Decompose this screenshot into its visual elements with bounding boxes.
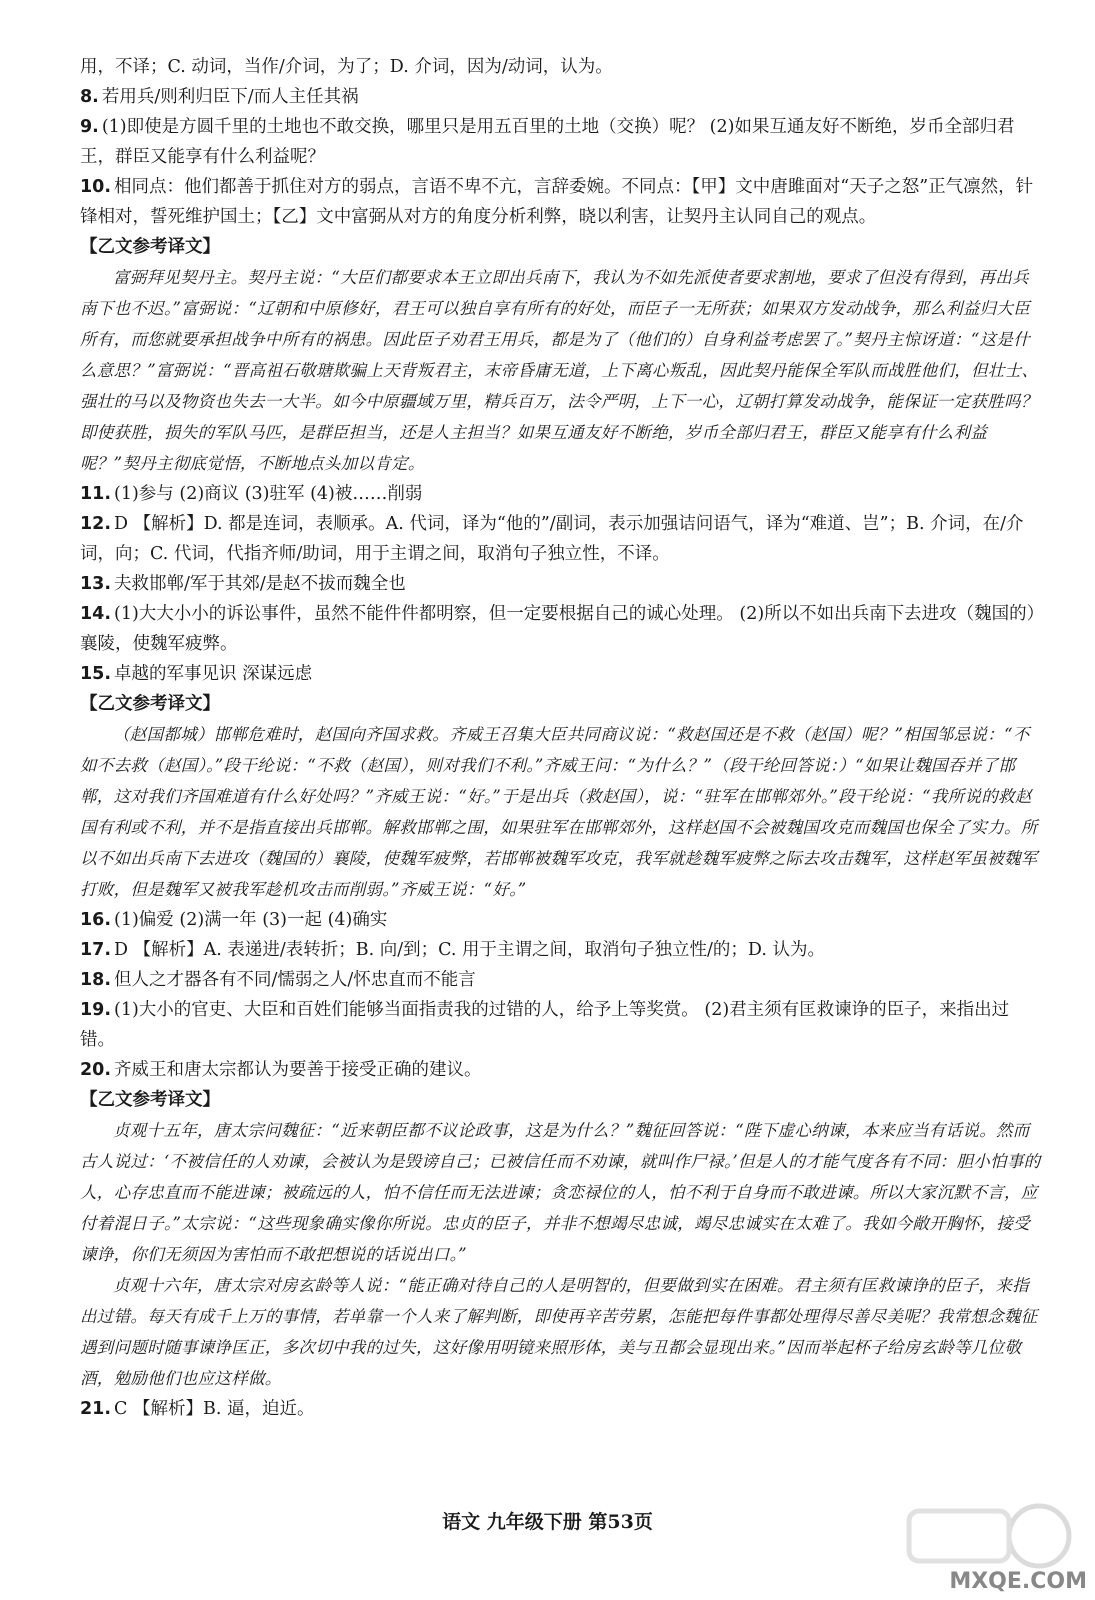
translation-block	[80, 1115, 1043, 1394]
answer-item-19: 19. (1)大小的官吏、大臣和百姓们能够当面指责我的过错的人，给予上等奖赏。 (2)君主须有匡救谏诤的臣子，来指出过错。	[80, 1000, 1010, 1050]
translation-block	[80, 262, 1043, 479]
translation-block	[80, 719, 1043, 905]
answer-item-11: 11. (1)参与 (2)商议 (3)驻军 (4)被……削弱	[80, 484, 423, 504]
answer-item-14: 14. (1)大大小小的诉讼事件，虽然不能件件都明察，但一定要根据自己的诚心处理。 (2)所以不如出兵南下去进攻（魏国的）襄陵，使魏军疲弊。	[80, 604, 1036, 654]
answer-item-17: 17. D 【解析】A. 表递进/表转折；B. 向/到；C. 用于主谓之间，取消句子独立性/的；D. 认为。	[80, 940, 825, 960]
translation-paragraph: （赵国都城）邯郸危难时，赵国向齐国求救。齐威王召集大臣共同商议说：“救赵国还是不救（赵国）呢？”相国邹忌说：“不如不去救（赵国）。”段干纶说：“不救（赵国），则对我们不利。”齐威王问：“为什么？”（段干纶回答说：）“如果让魏国吞并了邯郸，这对我们齐国难道有什么好处吗？”齐威王说：“好。”于是出兵（救赵国），说：“驻军在邯郸郊外。”段干纶说：“我所说的救赵国有利或不利，并不是指直接出兵邯郸。解救邯郸之围，如果驻军在邯郸郊外，这样赵国不会被魏国攻克而魏国也保全了实力。所以不如出兵南下去进攻（魏国的）襄陵，使魏军疲弊，若邯郸被魏军攻克，我军就趁魏军疲弊之际去攻击魏军，这样赵军虽被魏军打败，但是魏军又被我军趁机攻击而削弱。”齐威王说：“好。”	[80, 725, 1038, 899]
answer-item-9: 9. (1)即使是方圆千里的土地也不敢交换，哪里只是用五百里的土地（交换）呢？ (2)如果互通友好不断绝，岁币全部归君王，群臣又能享有什么利益呢？	[80, 117, 1015, 167]
translation-paragraph: 富弼拜见契丹主。契丹主说：“大臣们都要求本王立即出兵南下，我认为不如先派使者要求割地，要求了但没有得到，再出兵南下也不迟。”富弼说：“辽朝和中原修好，君王可以独自享有所有的好处，而臣子一无所获；如果双方发动战争，那么利益归大臣所有，而您就要承担战争中所有的祸患。因此臣子劝君王用兵，都是为了（他们的）自身利益考虑罢了。”契丹主惊讶道：“这是什么意思？”富弼说：“晋高祖石敬瑭欺骗上天背叛君主，末帝昏庸无道，上下离心叛乱，因此契丹能保全军队而战胜他们，但壮士、强壮的马以及物资也失去一大半。如今中原疆域万里，精兵百万，法令严明，上下一心，辽朝打算发动战争，能保证一定获胜吗？即使获胜，损失的军队马匹，是群臣担当，还是人主担当？如果互通友好不断绝，岁币全部归君王，群臣又能享有什么利益呢？”契丹主彻底觉悟，不断地点头加以肯定。	[80, 268, 1039, 473]
watermark-text: MXQE.COM	[949, 1569, 1087, 1594]
answer-item-8: 8. 若用兵/则利归臣下/而人主任其祸	[80, 87, 359, 107]
translation-heading: 【乙文参考译文】	[80, 1090, 220, 1110]
answer-line-continuation: 用，不译；C. 动词，当作/介词，为了；D. 介词，因为/动词，认为。	[80, 57, 613, 77]
answer-item-10: 10. 相同点：他们都善于抓住对方的弱点，言语不卑不亢，言辞委婉。不同点：【甲】文中唐雎面对“天子之怒”正气凛然，针锋相对，誓死维护国土；【乙】文中富弼从对方的角度分析利弊，晓以利害，让契丹主认同自己的观点。	[80, 177, 1034, 227]
answer-item-21: 21. C 【解析】B. 逼，迫近。	[80, 1399, 315, 1419]
page-footer: 语文 九年级下册 第53页	[442, 1511, 653, 1533]
translation-heading: 【乙文参考译文】	[80, 694, 220, 714]
answer-item-15: 15. 卓越的军事见识 深谋远虑	[80, 664, 313, 684]
answer-item-12: 12. D 【解析】D. 都是连词，表顺承。A. 代词，译为“他的”/副词，表示加强诘问语气，译为“难道、岂”；B. 介词，在/介词，向；C. 代词，代指齐师/助词，用于主谓之间，取消句子独立性，不译。	[80, 514, 1024, 564]
translation-paragraph: 贞观十五年，唐太宗问魏征：“近来朝臣都不议论政事，这是为什么？”魏征回答说：“陛下虚心纳谏，本来应当有话说。然而古人说过：‘不被信任的人劝谏，会被认为是毁谤自己；已被信任而不劝谏，就叫作尸禄。’但是人的才能气度各有不同：胆小怕事的人，心存忠直而不能进谏；被疏远的人，怕不信任而无法进谏；贪恋禄位的人，怕不利于自身而不敢进谏。所以大家沉默不言，应付着混日子。”太宗说：“这些现象确实像你所说。忠贞的臣子，并非不想竭尽忠诚，竭尽忠诚实在太难了。我如今敞开胸怀，接受谏诤，你们无须因为害怕而不敢把想说的话说出口。”	[80, 1121, 1041, 1264]
answer-item-16: 16. (1)偏爱 (2)满一年 (3)一起 (4)确实	[80, 910, 388, 930]
answer-item-13: 13. 夫救邯郸/军于其郊/是赵不拔而魏全也	[80, 574, 406, 594]
answer-item-20: 20. 齐威王和唐太宗都认为要善于接受正确的建议。	[80, 1060, 482, 1080]
answer-item-18: 18. 但人之才器各有不同/懦弱之人/怀忠直而不能言	[80, 970, 476, 990]
translation-heading: 【乙文参考译文】	[80, 237, 220, 257]
translation-paragraph: 贞观十六年，唐太宗对房玄龄等人说：“能正确对待自己的人是明智的，但要做到实在困难。君主须有匡救谏诤的臣子，来指出过错。每天有成千上万的事情，若单靠一个人来了解判断，即使再辛苦劳累，怎能把每件事都处理得尽善尽美呢？我常想念魏征遇到问题时随事谏诤匡正，多次切中我的过失，这好像用明镜来照形体，美与丑都会显现出来。”因而举起杯子给房玄龄等几位敬酒，勉励他们也应这样做。	[80, 1276, 1038, 1388]
